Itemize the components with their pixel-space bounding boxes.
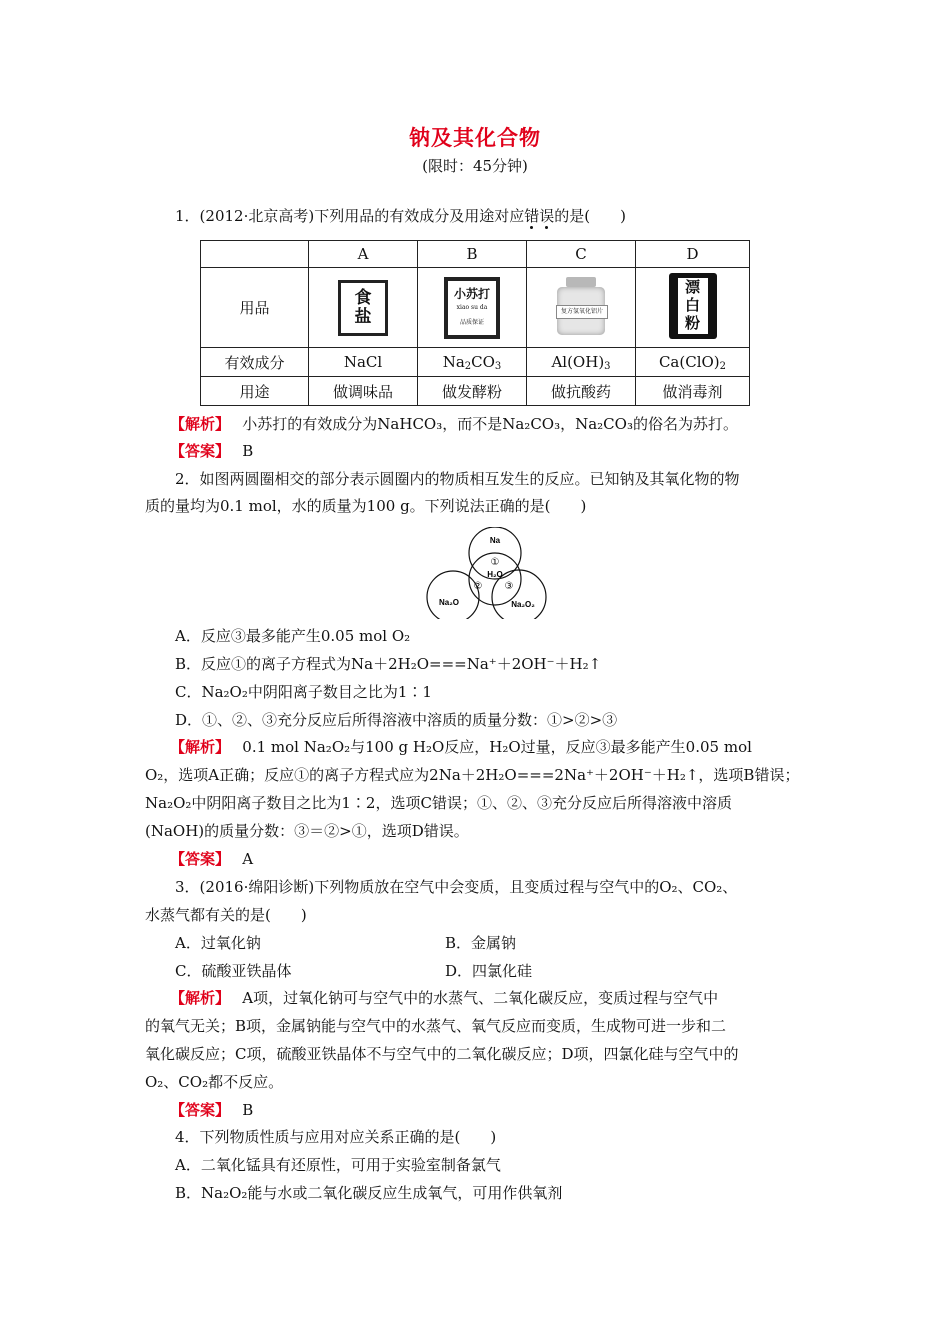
q3-stem-line2: 水蒸气都有关的是( )	[145, 906, 307, 924]
table-cell: $Ca(ClO)_2$	[636, 348, 750, 377]
q4-option-a: A．二氧化锰具有还原性，可用于实验室制备氯气	[175, 1156, 501, 1174]
table-header-cell: A	[309, 241, 418, 268]
bleach-label-char: 粉	[684, 313, 700, 332]
table-row-label: 有效成分	[201, 348, 309, 377]
time-limit: (限时：45分钟)	[422, 157, 528, 175]
q3-analysis-line2: 的氧气无关；B项，金属钠能与空气中的水蒸气、氧气反应而变质，生成物可进一步和二	[145, 1017, 727, 1035]
table-cell: $Al(OH)_3$	[527, 348, 636, 377]
q4-option-b: B．Na₂O₂能与水或二氧化碳反应生成氧气，可用作供氧剂	[175, 1184, 563, 1202]
na2o-circle	[427, 571, 479, 619]
q1-stem: 1．(2012·北京高考)下列用品的有效成分及用途对应错误的是( )	[175, 207, 626, 225]
q2-answer: 【答案】 A	[170, 850, 254, 868]
q3-option-b: B．金属钠	[445, 934, 517, 952]
table-header-cell: D	[636, 241, 750, 268]
q2-option-c: C．Na₂O₂中阴阳离子数目之比为1∶1	[175, 683, 432, 701]
baking-soda-pinyin: xiao su da	[456, 303, 488, 311]
q2-analysis-line2: O₂，选项A正确；反应①的离子方程式应为2Na＋2H₂O===2Na⁺＋2OH⁻＋H₂↑，选项B错误；	[145, 766, 800, 784]
q1-analysis: 【解析】 小苏打的有效成分为NaHCO₃，而不是Na₂CO₃，Na₂CO₃的俗名为苏打。	[170, 415, 738, 433]
reaction-3-label: ③	[504, 581, 514, 592]
q3-option-a: A．过氧化钠	[175, 934, 261, 952]
analysis-tag: 【解析】	[170, 989, 223, 1007]
na2o2-label: Na₂O₂	[511, 600, 535, 609]
reaction-venn-diagram	[425, 527, 565, 619]
table-cell: 做消毒剂	[636, 377, 750, 406]
analysis-tag: 【解析】	[170, 738, 223, 756]
antacid-bottle-image	[527, 268, 636, 348]
q2-option-d: D．①、②、③充分反应后所得溶液中溶质的质量分数：①>②>③	[175, 711, 618, 729]
q3-option-c: C．硫酸亚铁晶体	[175, 962, 292, 980]
emphasis-dot-char: 错	[524, 207, 540, 225]
baking-soda-packet-image	[418, 268, 527, 348]
na-label: Na	[489, 536, 501, 545]
q3-analysis-line3: 氧化碳反应；C项，硫酸亚铁晶体不与空气中的二氧化碳反应；D项，四氯化硅与空气中的	[145, 1045, 739, 1063]
baking-soda-small-text: 品质保证	[459, 318, 484, 326]
q3-analysis-line1: 【解析】 A项，过氧化钠可与空气中的水蒸气、二氧化碳反应，变质过程与空气中	[170, 989, 719, 1007]
q2-stem-line2: 质的量均为0.1 mol，水的质量为100 g。下列说法正确的是( )	[145, 497, 587, 515]
salt-label-char: 盐	[354, 306, 372, 327]
emphasis-dot-char: 误	[539, 207, 555, 225]
reaction-2-label: ②	[473, 581, 483, 592]
q2-option-b: B．反应①的离子方程式为Na＋2H₂O===Na⁺＋2OH⁻＋H₂↑	[175, 655, 602, 673]
antacid-label: 复方氢氧化铝片	[556, 305, 608, 319]
baking-soda-label: 小苏打	[453, 286, 490, 301]
page-title: 钠及其化合物	[409, 125, 541, 150]
bleach-packet-image	[636, 268, 750, 348]
q1-table	[200, 240, 750, 406]
table-header-cell: C	[527, 241, 636, 268]
q2-stem-line1: 2．如图两圆圈相交的部分表示圆圈内的物质相互发生的反应。已知钠及其氧化物的物	[175, 470, 740, 488]
q1-answer: 【答案】 B	[170, 442, 254, 460]
table-cell: 做抗酸药	[527, 377, 636, 406]
table-cell: 做发酵粉	[418, 377, 527, 406]
table-header-cell: B	[418, 241, 527, 268]
q3-option-d: D．四氯化硅	[445, 962, 533, 980]
bleach-label-char: 白	[684, 295, 700, 314]
salt-packet-image	[309, 268, 418, 348]
answer-tag: 【答案】	[170, 1101, 223, 1119]
bleach-label-char: 漂	[684, 277, 700, 296]
table-cell: 做调味品	[309, 377, 418, 406]
q2-analysis-line3: Na₂O₂中阴阳离子数目之比为1∶2，选项C错误；①、②、③充分反应后所得溶液中溶质	[145, 794, 732, 812]
table-row-label: 用途	[201, 377, 309, 406]
q2-option-a: A．反应③最多能产生0.05 mol O₂	[175, 627, 411, 645]
table-cell: $Na_2CO_3$	[418, 348, 527, 377]
q3-analysis-line4: O₂、CO₂都不反应。	[145, 1073, 284, 1091]
salt-label-char: 食	[354, 287, 372, 308]
q3-stem-line1: 3．(2016·绵阳诊断)下列物质放在空气中会变质，且变质过程与空气中的O₂、CO₂、	[175, 878, 738, 896]
h2o-label: H₂O	[487, 570, 503, 579]
reaction-1-label: ①	[490, 557, 500, 568]
analysis-tag: 【解析】	[170, 415, 223, 433]
table-row-label: 用品	[201, 268, 309, 348]
table-header-cell	[201, 241, 309, 268]
na2o-label: Na₂O	[438, 598, 460, 607]
q2-analysis-line4: (NaOH)的质量分数：③＝②>①，选项D错误。	[145, 822, 469, 840]
table-cell: NaCl	[309, 348, 418, 377]
answer-tag: 【答案】	[170, 442, 223, 460]
q2-analysis-line1: 【解析】 0.1 mol Na₂O₂与100 g H₂O反应，H₂O过量，反应③最多能产生0.05 mol	[170, 738, 752, 756]
q3-answer: 【答案】 B	[170, 1101, 254, 1119]
answer-tag: 【答案】	[170, 850, 223, 868]
q4-stem: 4．下列物质性质与应用对应关系正确的是( )	[175, 1128, 497, 1146]
